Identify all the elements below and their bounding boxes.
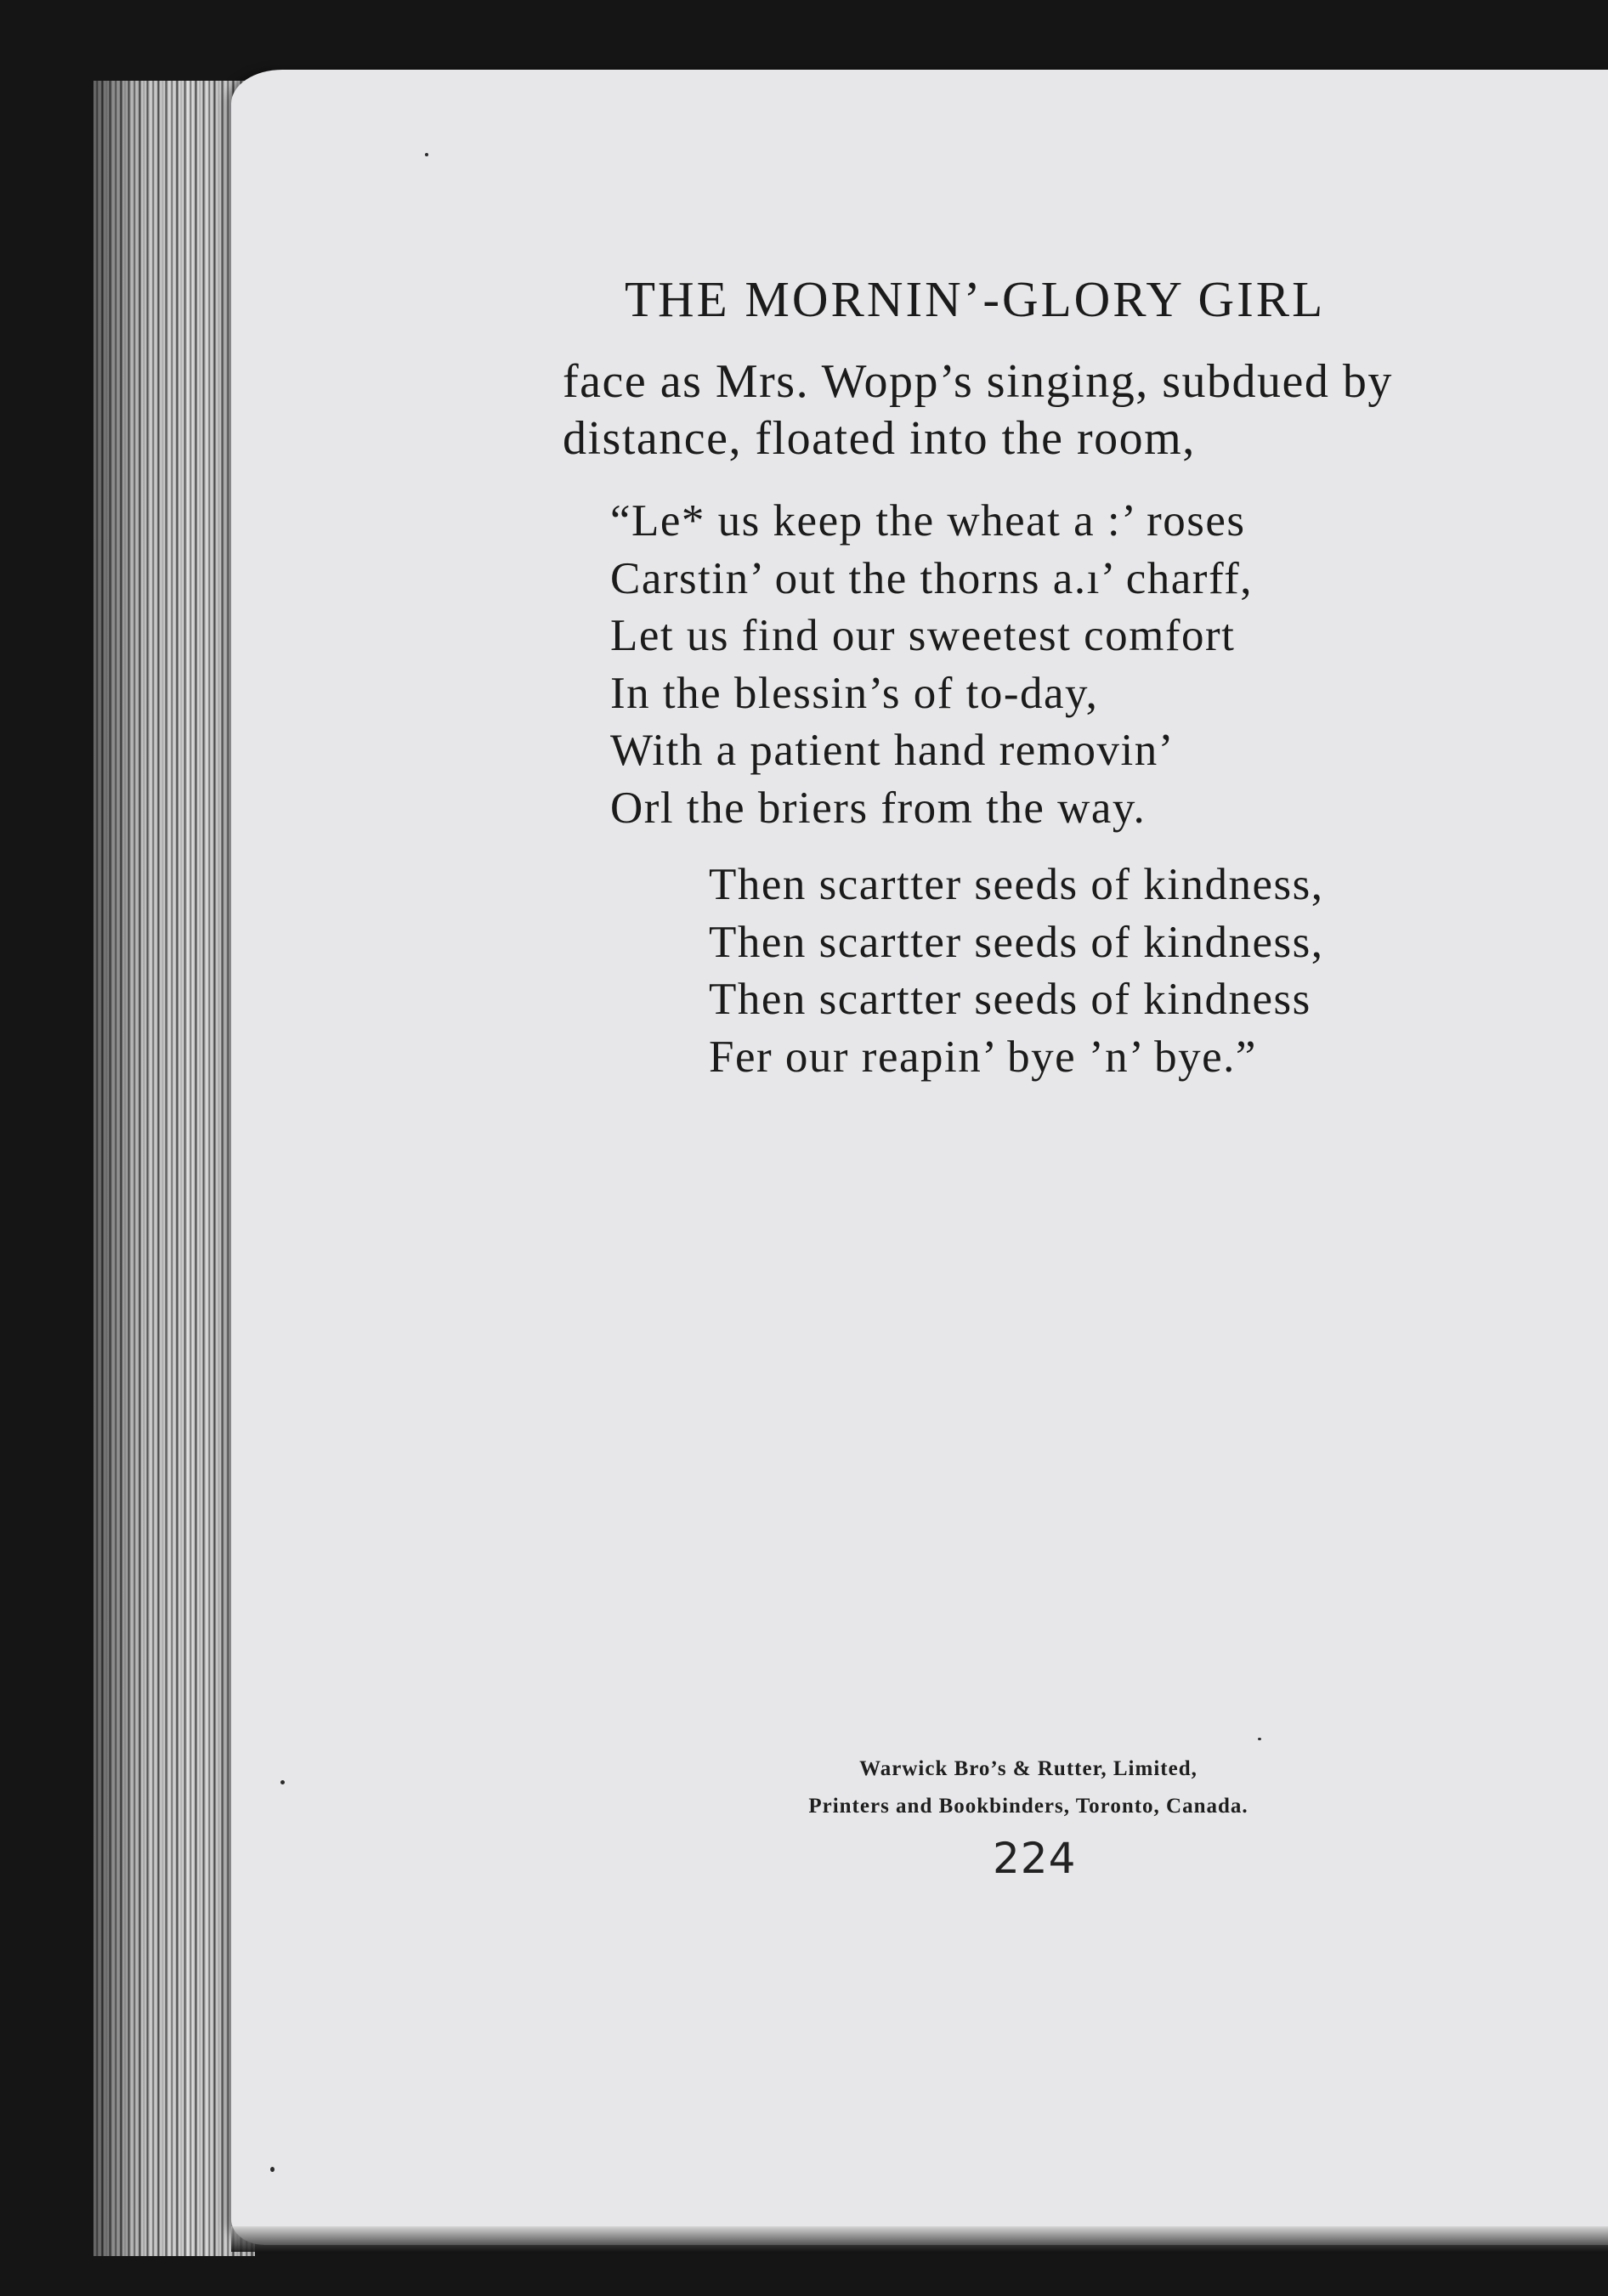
verse-line: “Le* us keep the wheat a :’ roses	[610, 496, 1246, 546]
dust-speck	[425, 153, 428, 156]
chorus-line: Then scartter seeds of kindness	[709, 975, 1311, 1024]
chorus-line: Then scartter seeds of kindness,	[709, 860, 1324, 909]
verse-line: Carstin’ out the thorns a.ı’ charff,	[610, 553, 1254, 603]
dust-speck	[280, 1780, 285, 1784]
printer-imprint	[722, 1750, 1334, 1825]
dust-speck	[270, 2167, 275, 2172]
running-head: THE MORNIN’-GLORY GIRL	[625, 271, 1326, 327]
page-number: 224	[993, 1834, 1077, 1883]
verse-line: With a patient hand removin’	[610, 726, 1175, 775]
imprint-line: Printers and Bookbinders, Toronto, Canada.	[808, 1795, 1248, 1818]
imprint-line: Warwick Bro’s & Rutter, Limited,	[859, 1757, 1198, 1780]
verse-stanza	[610, 493, 1253, 837]
chorus-line: Fer our reapin’ bye ’n’ bye.”	[709, 1032, 1257, 1082]
prose-paragraph	[563, 353, 1393, 467]
verse-line: In the blessin’s of to-day,	[610, 668, 1099, 718]
prose-line: distance, floated into the room,	[563, 412, 1196, 465]
chorus-stanza	[709, 857, 1324, 1086]
verse-line: Let us find our sweetest comfort	[610, 611, 1236, 660]
verse-line: Orl the briers from the way.	[610, 783, 1147, 833]
prose-line: face as Mrs. Wopp’s singing, subdued by	[563, 355, 1393, 408]
dust-speck	[1258, 1738, 1261, 1740]
page-bottom-shadow	[231, 2226, 1608, 2252]
chorus-line: Then scartter seeds of kindness,	[709, 917, 1324, 967]
